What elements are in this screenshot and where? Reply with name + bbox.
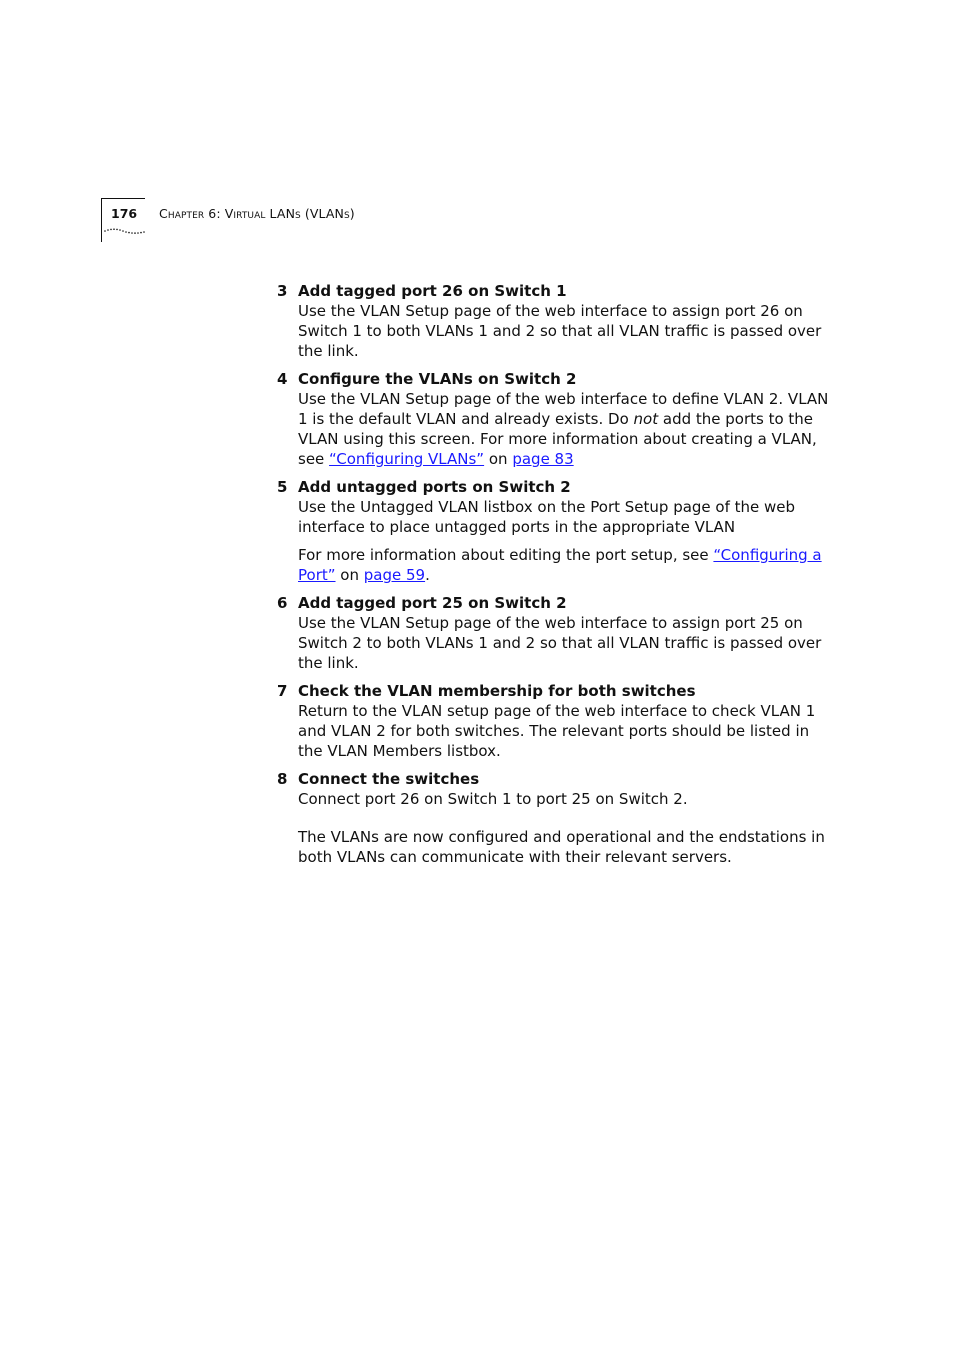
step-body-text: Use the VLAN Setup page of the web interface to define VLAN 2. VLAN 1 is the default VLAN and already exists. Do [298, 390, 829, 428]
page-59-link[interactable]: page 59 [363, 566, 426, 584]
step-number: 4 [277, 370, 288, 388]
step-number: 7 [277, 682, 288, 700]
step-body [298, 497, 836, 585]
step-body: Return to the VLAN setup page of the web interface to check VLAN 1 and VLAN 2 for both switches. The relevant ports should be listed in the VLAN Members listbox. [298, 702, 816, 760]
page-number: 176 [111, 206, 138, 221]
step-3 [276, 281, 836, 361]
step-5 [276, 477, 836, 585]
step-body: Connect port 26 on Switch 1 to port 25 on Switch 2. [298, 790, 688, 808]
page-83-link[interactable]: page 83 [512, 450, 574, 468]
step-title: Check the VLAN membership for both switches [298, 682, 696, 700]
closing-paragraph: The VLANs are now configured and operational and the endstations in both VLANs can communicate with their relevant servers. [298, 828, 825, 866]
step-title: Add tagged port 26 on Switch 1 [298, 282, 567, 300]
note-text: For more information about editing the port setup, see [298, 546, 714, 564]
step-body-text: add the ports to the VLAN using this screen. For more information about creating a VLAN, see [298, 410, 817, 468]
configuring-a-port-link[interactable]: “Configuring a Port” [298, 546, 822, 584]
on-text: on [484, 450, 513, 468]
step-8 [276, 769, 836, 809]
step-number: 8 [277, 770, 288, 788]
page-header [101, 198, 401, 243]
step-title: Add tagged port 25 on Switch 2 [298, 594, 567, 612]
step-body: Use the VLAN Setup page of the web interface to assign port 26 on Switch 1 to both VLANs 1 and 2 so that all VLAN traffic is passed over the link. [298, 302, 822, 360]
step-body: Use the VLAN Setup page of the web interface to assign port 25 on Switch 2 to both VLANs 1 and 2 so that all VLAN traffic is passed over the link. [298, 614, 822, 672]
step-6 [276, 593, 836, 673]
header-rule-top [101, 198, 145, 199]
on-text: on [335, 566, 364, 584]
dotted-arc-decoration [103, 227, 147, 237]
emphasis-text: not [633, 410, 659, 428]
step-7 [276, 681, 836, 761]
step-4 [276, 369, 836, 469]
step-number: 6 [277, 594, 288, 612]
step-title: Connect the switches [298, 770, 480, 788]
step-number: 3 [277, 282, 288, 300]
step-body-text: Use the Untagged VLAN listbox on the Port Setup page of the web interface to place untagged ports in the appropriate VLAN [298, 498, 796, 536]
configuring-vlans-link[interactable]: “Configuring VLANs” [329, 450, 485, 468]
note-end: . [425, 566, 430, 584]
step-number: 5 [277, 478, 288, 496]
step-note [298, 545, 836, 585]
step-title: Add untagged ports on Switch 2 [298, 478, 571, 496]
chapter-title: Chapter 6: Virtual LANs (VLANs) [159, 206, 355, 221]
main-content [276, 281, 836, 867]
step-body [298, 389, 836, 469]
header-rule-left [101, 198, 102, 242]
step-title: Configure the VLANs on Switch 2 [298, 370, 577, 388]
